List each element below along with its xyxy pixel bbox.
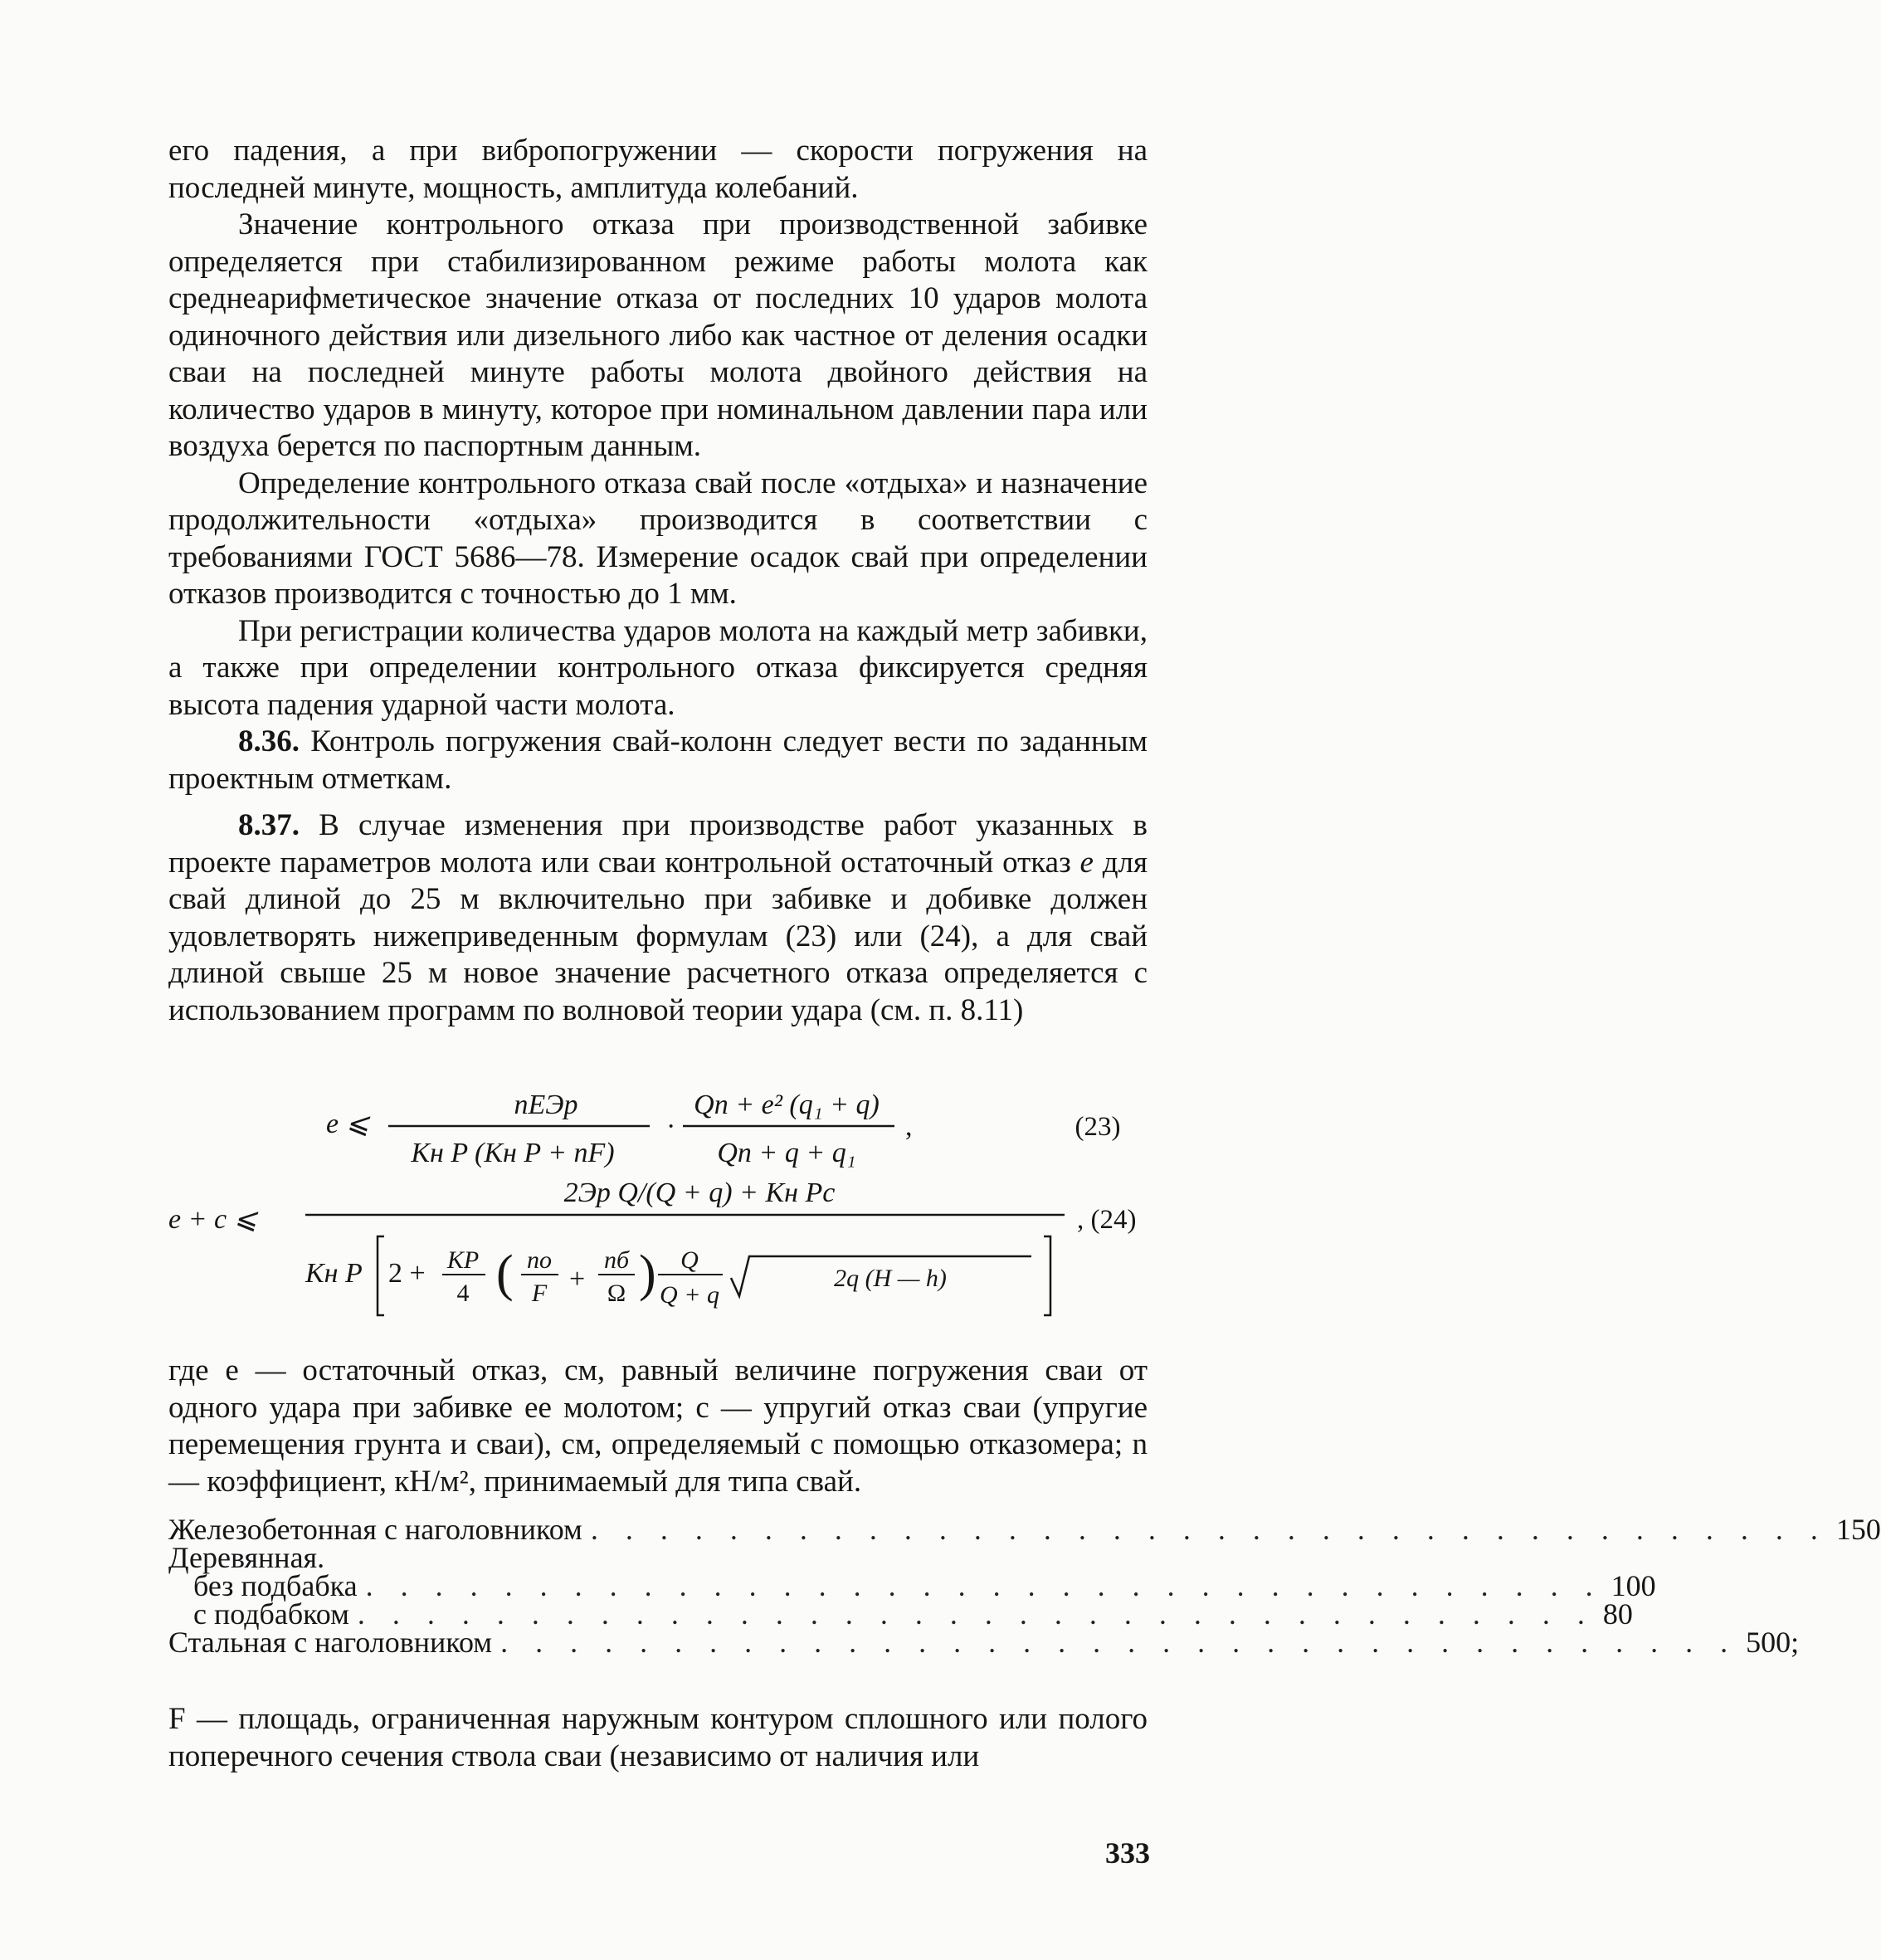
f23-comma: , — [905, 1111, 913, 1142]
formula-block — [168, 1079, 1148, 1336]
f24-Q: Q — [680, 1246, 699, 1274]
clause-8-37-number: 8.37. — [238, 808, 300, 842]
f24-den-two: 2 + — [388, 1258, 426, 1289]
coefficient-value: 100 — [1611, 1569, 1656, 1602]
coefficient-label: Стальная с наголовником — [168, 1626, 493, 1659]
clause-8-37-text-b: для свай длиной до 25 м включительно при забивке и добивке должен удовлетворять нижеприведенным формулам (23) или (24), а для свай длиной свыше 25 м новое значение расчетного отказа определяется с использованием программ по волновой теории удара (см. п. 8.11) — [168, 845, 1148, 1027]
f23-lhs: e ⩽ — [326, 1109, 370, 1139]
paragraph-1: его падения, а при вибропогружении — скорости погружения на последней минуте, мощность, амплитуда колебаний. — [168, 134, 1148, 205]
f24-left-paren: ( — [496, 1246, 514, 1302]
coefficient-row — [168, 1569, 1656, 1602]
coefficient-row — [168, 1626, 1800, 1659]
f24-num: 2Эр Q/(Q + q) + Kн Pc — [563, 1177, 836, 1208]
coefficient-label: Деревянная. — [168, 1541, 325, 1574]
coefficient-row — [168, 1513, 1881, 1546]
f24-n0: nо — [527, 1246, 552, 1274]
coefficient-value: 150 — [1835, 1513, 1881, 1546]
f24-den-kp: Kн P — [305, 1258, 363, 1289]
clause-8-37-var-e: e — [1079, 845, 1094, 880]
coefficient-value: 500; — [1746, 1626, 1800, 1659]
coefficient-row — [168, 1597, 1633, 1631]
clause-8-37 — [168, 807, 1148, 1029]
f24-plus: + — [569, 1264, 586, 1294]
f24-label: , (24) — [1077, 1205, 1137, 1235]
f23-den1: Kн P (Kн P + nF) — [411, 1138, 615, 1168]
f24-F: F — [531, 1280, 548, 1307]
f24-right-bracket — [1044, 1236, 1050, 1315]
coefficient-label: с подбабком — [193, 1597, 349, 1631]
dot-leader: . . . . . . . . . . . . . . . . . . . . . . . . . . . . . . . . . . . . — [500, 1626, 1738, 1659]
f24-kp: KP — [446, 1246, 480, 1274]
page-number: 333 — [1105, 1836, 1150, 1870]
coefficient-row — [168, 1543, 1148, 1572]
continuation-paragraph: F — площадь, ограниченная наружным контуром сплошного или полого поперечного сечения ствола сваи (независимо от наличия или — [168, 1702, 1148, 1773]
coefficient-list — [168, 1513, 1881, 1659]
paragraph-2: Значение контрольного отказа при производственной забивке определяется при стабилизированном режиме работы молота как среднеарифметическое значение отказа от последних 10 ударов молота одиночного действия или дизельного либо как частное от деления осадки сваи на последней минуте работы молота двойного действия на количество ударов в минуту, которое при номинальном давлении пара или воздуха берется по паспортным данным. — [168, 207, 1148, 463]
definitions-text: где e — остаточный отказ, см, равный величине погружения сваи от одного удара при забивке ее молотом; c — упругий отказ сваи (упругие перемещения грунта и сваи), см, определяемый с помощью отказомера; n — коэффициент, кН/м², принимаемый для типа свай. — [168, 1353, 1148, 1499]
definitions — [168, 1353, 1148, 1500]
f23-label: (23) — [1075, 1112, 1121, 1142]
f24-left-bracket — [378, 1236, 384, 1315]
f24-four: 4 — [456, 1280, 470, 1307]
dot-leader: . . . . . . . . . . . . . . . . . . . . . . . . . . . . . . . . . . . . — [590, 1513, 1828, 1546]
clause-8-36-text: Контроль погружения свай-колонн следует вести по заданным проектным отметкам. — [168, 724, 1148, 796]
body-text — [168, 133, 1148, 1029]
coefficient-label: без подбабка — [193, 1569, 358, 1602]
coefficient-value: 80 — [1602, 1597, 1633, 1631]
f23-dot: · — [666, 1111, 676, 1142]
clause-8-36 — [168, 724, 1148, 797]
f23-den2: Qп + q + q₁ — [717, 1138, 856, 1168]
continuation-text — [168, 1701, 1148, 1775]
dot-leader: . . . . . . . . . . . . . . . . . . . . . . . . . . . . . . . . . . . . — [357, 1597, 1595, 1631]
formula-24 — [168, 1177, 1136, 1315]
f24-right-paren: ) — [639, 1246, 656, 1302]
f23-num1: nEЭр — [514, 1090, 578, 1120]
coefficient-label: Железобетонная с наголовником — [168, 1513, 582, 1546]
f24-lhs: e + c ⩽ — [168, 1204, 258, 1235]
paragraph-4: При регистрации количества ударов молота на каждый метр забивки, а также при определении контрольного отказа фиксируется средняя высота падения ударной части молота. — [168, 613, 1148, 722]
clause-8-36-number: 8.36. — [238, 724, 300, 758]
formula-23 — [326, 1090, 1120, 1168]
f24-Qq: Q + q — [660, 1281, 719, 1309]
dot-leader: . . . . . . . . . . . . . . . . . . . . . . . . . . . . . . . . . . . . — [365, 1569, 1603, 1602]
f24-n6: nб — [603, 1246, 630, 1274]
paragraph-3: Определение контрольного отказа свай после «отдыха» и назначение продолжительности «отдыха» производится в соответствии с требованиями ГОСТ 5686—78. Измерение осадок свай при определении отказов производится с точностью до 1 мм. — [168, 466, 1148, 611]
f23-num2: Qп + e² (q₁ + q) — [694, 1090, 880, 1120]
f24-sqrt-arg: 2q (H — h) — [834, 1265, 947, 1292]
f24-omega: Ω — [607, 1280, 626, 1307]
clause-8-37-text-a: В случае изменения при производстве работ указанных в проекте параметров молота или сваи контрольной остаточный отказ — [168, 808, 1148, 880]
